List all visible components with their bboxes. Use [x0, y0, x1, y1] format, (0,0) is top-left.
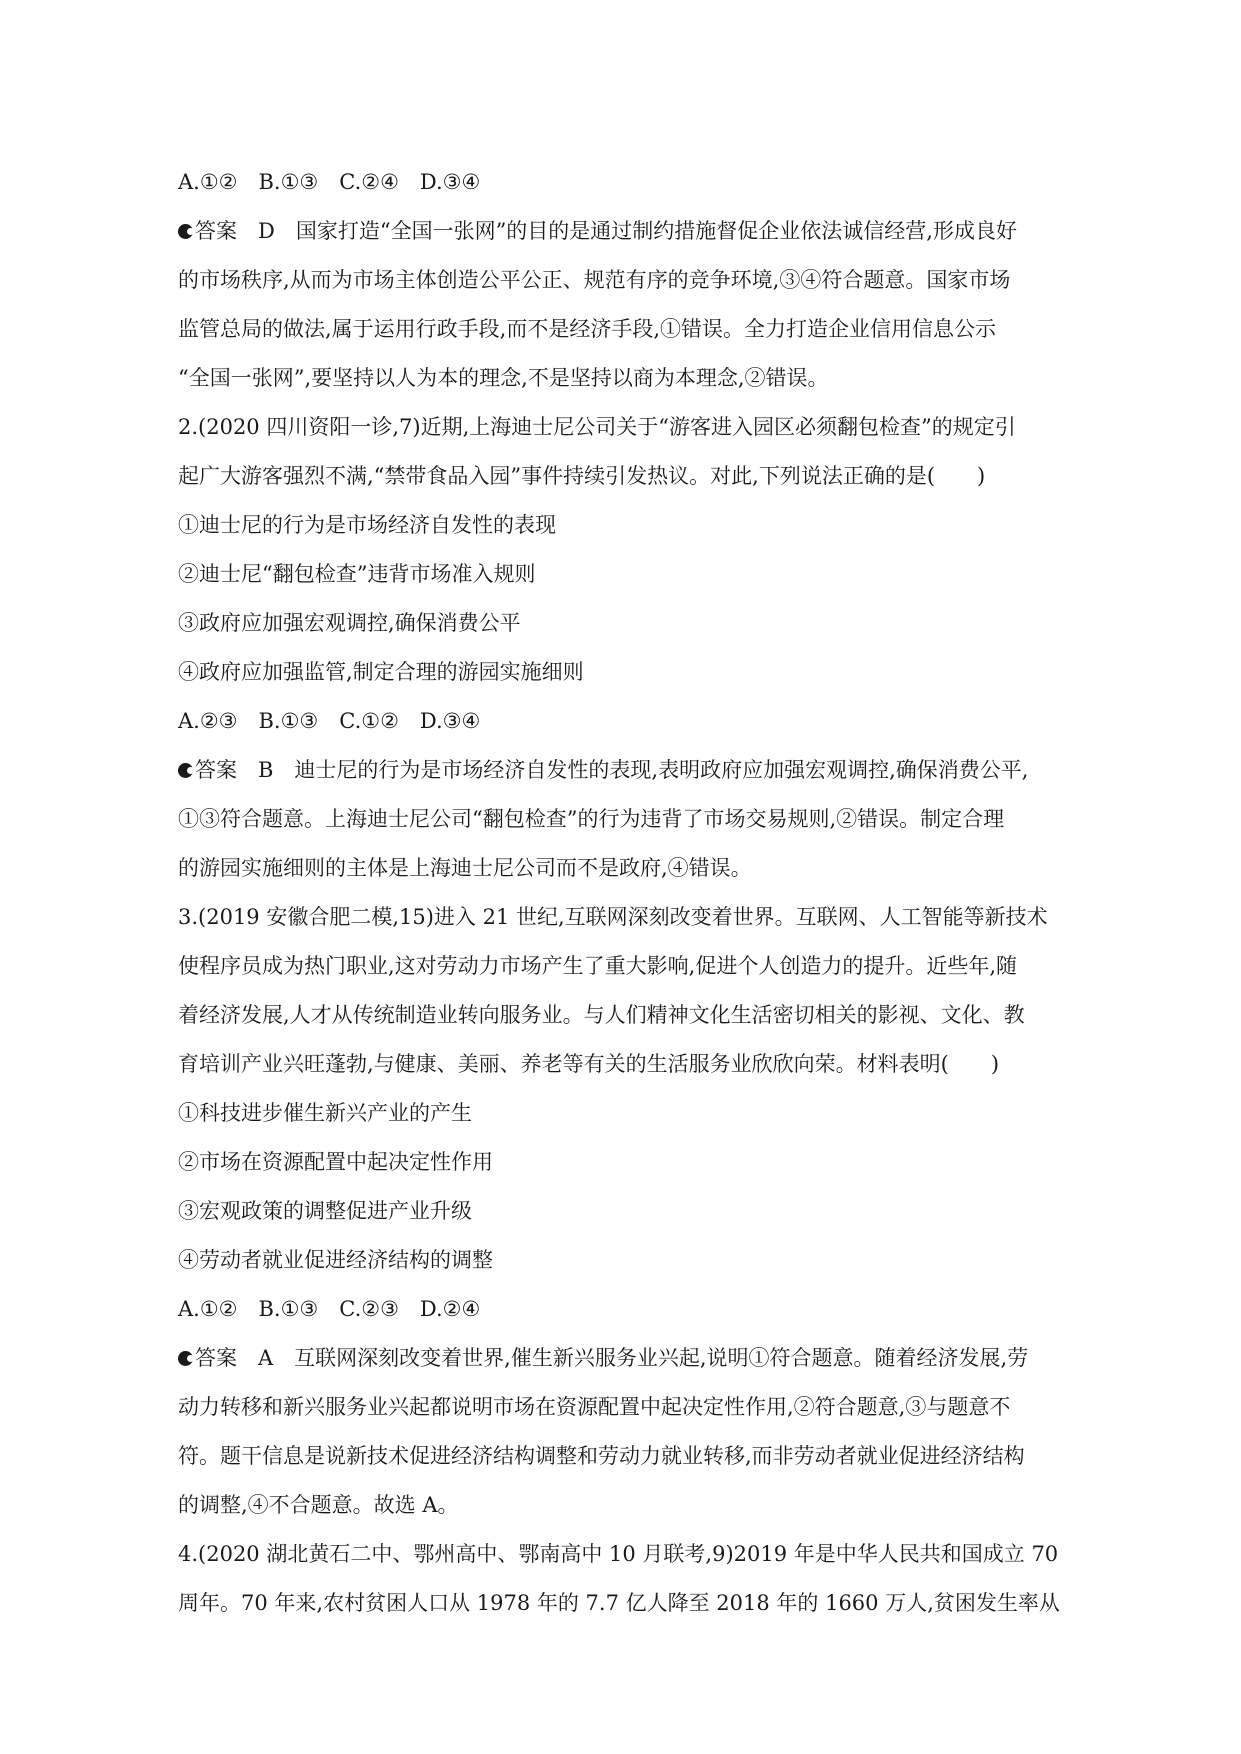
statement-item: ②市场在资源配置中起决定性作用: [178, 1150, 493, 1174]
answer-line: ①③符合题意。上海迪士尼公司“翻包检查”的行为违背了市场交易规则,②错误。制定合理: [178, 807, 1005, 831]
page-content: [178, 158, 1078, 1628]
q4-stem: [178, 1530, 1078, 1628]
q2-statements: [178, 501, 1078, 697]
stem-line: 4.(2020 湖北黄石二中、鄂州高中、鄂南高中 10 月联考,9)2019 年是中华人民共和国成立 70: [178, 1542, 1059, 1566]
answer-line: 的市场秩序,从而为市场主体创造公平公正、规范有序的竞争环境,③④符合题意。国家市场: [178, 268, 1011, 292]
stem-line: 育培训产业兴旺蓬勃,与健康、美丽、养老等有关的生活服务业欣欣向荣。材料表明( ): [178, 1052, 1000, 1076]
answer-line: 的游园实施细则的主体是上海迪士尼公司而不是政府,④错误。: [178, 856, 752, 880]
answer-icon: [178, 763, 193, 778]
stem-line: 2.(2020 四川资阳一诊,7)近期,上海迪士尼公司关于“游客进入园区必须翻包检查”的规定引: [178, 415, 1016, 439]
statement-item: ③政府应加强宏观调控,确保消费公平: [178, 611, 521, 635]
answer-icon: [178, 224, 193, 239]
q2-options: A.②③ B.①③ C.①② D.③④: [178, 709, 481, 733]
answer-line: 答案 B 迪士尼的行为是市场经济自发性的表现,表明政府应加强宏观调控,确保消费公平,: [178, 746, 1078, 795]
answer-line: 的调整,④不合题意。故选 A。: [178, 1493, 459, 1517]
answer-line: “全国一张网”,要坚持以人为本的理念,不是坚持以商为本理念,②错误。: [178, 366, 829, 390]
q1-options: A.①② B.①③ C.②④ D.③④: [178, 170, 481, 194]
statement-item: ④政府应加强监管,制定合理的游园实施细则: [178, 660, 584, 684]
answer-line: 监管总局的做法,属于运用行政手段,而不是经济手段,①错误。全力打造企业信用信息公示: [178, 317, 997, 341]
q3-answer: [178, 1334, 1078, 1530]
stem-line: 使程序员成为热门职业,这对劳动力市场产生了重大影响,促进个人创造力的提升。近些年,随: [178, 954, 1018, 978]
q2-answer: [178, 746, 1078, 893]
answer-line: 符。题干信息是说新技术促进经济结构调整和劳动力就业转移,而非劳动者就业促进经济结构: [178, 1444, 1025, 1468]
statement-item: ②迪士尼“翻包检查”违背市场准入规则: [178, 562, 536, 586]
statement-item: ③宏观政策的调整促进产业升级: [178, 1199, 472, 1223]
q3-stem: [178, 893, 1078, 1089]
q2-stem: [178, 403, 1078, 501]
answer-line: 答案 A 互联网深刻改变着世界,催生新兴服务业兴起,说明①符合题意。随着经济发展,劳: [178, 1334, 1078, 1383]
answer-line: 动力转移和新兴服务业兴起都说明市场在资源配置中起决定性作用,②符合题意,③与题意不: [178, 1395, 1011, 1419]
statement-item: ①迪士尼的行为是市场经济自发性的表现: [178, 513, 556, 537]
q3-options: A.①② B.①③ C.②③ D.②④: [178, 1297, 481, 1321]
answer-line: 答案 D 国家打造“全国一张网”的目的是通过制约措施督促企业依法诚信经营,形成良好: [178, 207, 1078, 256]
answer-icon: [178, 1351, 193, 1366]
q3-statements: [178, 1089, 1078, 1285]
stem-line: 着经济发展,人才从传统制造业转向服务业。与人们精神文化生活密切相关的影视、文化、教: [178, 1003, 1025, 1027]
stem-line: 3.(2019 安徽合肥二模,15)进入 21 世纪,互联网深刻改变着世界。互联网、人工智能等新技术: [178, 905, 1048, 929]
stem-line: 起广大游客强烈不满,“禁带食品入园”事件持续引发热议。对此,下列说法正确的是( ): [178, 464, 986, 488]
stem-line: 周年。70 年来,农村贫困人口从 1978 年的 7.7 亿人降至 2018 年的 1660 万人,贫困发生率从: [178, 1591, 1060, 1615]
statement-item: ④劳动者就业促进经济结构的调整: [178, 1248, 493, 1272]
q1-answer: [178, 207, 1078, 403]
statement-item: ①科技进步催生新兴产业的产生: [178, 1101, 472, 1125]
